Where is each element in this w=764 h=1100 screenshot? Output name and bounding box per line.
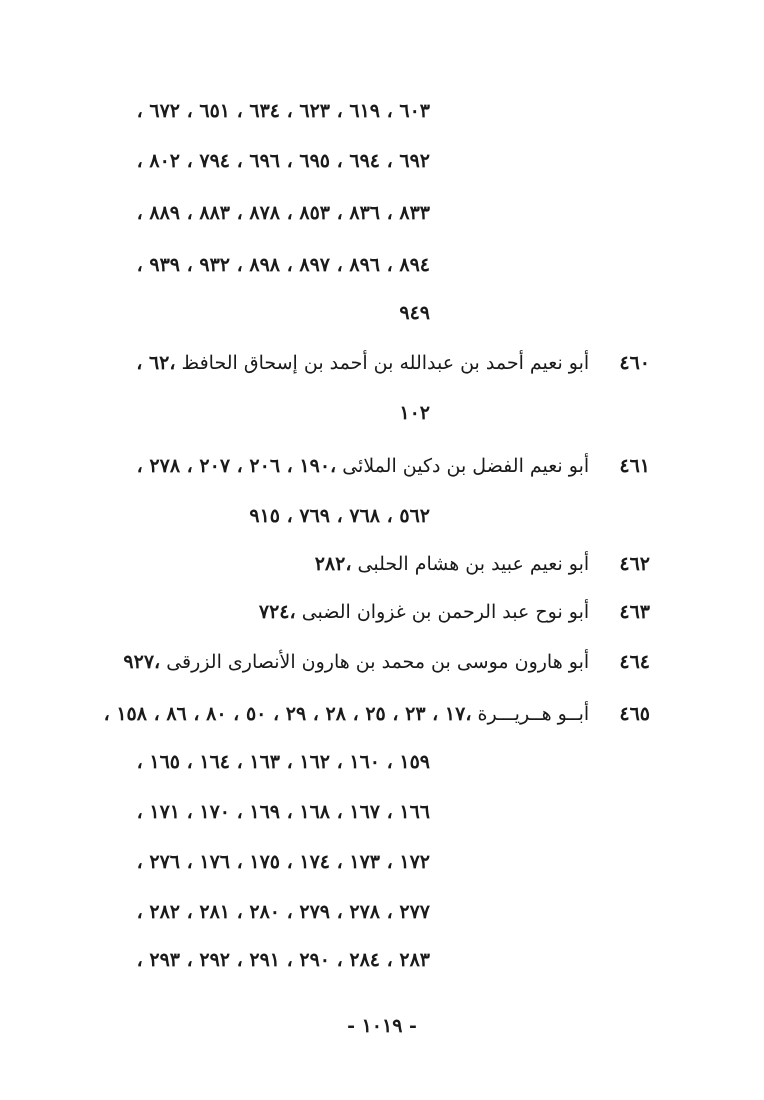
reference-line: ١٥٩ ، ١٦٠ ، ١٦٢ ، ١٦٣ ، ١٦٤ ، ١٦٥ ، <box>136 751 430 773</box>
entry-refs: ،١٩٠ ، ٢٠٦ ، ٢٠٧ ، ٢٧٨ ، <box>136 455 337 477</box>
index-entry <box>259 599 650 625</box>
reference-line: ٦٠٣ ، ٦١٩ ، ٦٢٣ ، ٦٣٤ ، ٦٥١ ، ٦٧٢ ، <box>136 100 430 122</box>
entry-refs: ،٦٢ ، <box>136 352 176 374</box>
entry-name: أبو نعيم عبيد بن هشام الحلبى <box>357 553 590 575</box>
entry-name: أبــو هــريـــرة <box>477 703 590 725</box>
entry-continuation: ١٠٢ <box>399 402 430 424</box>
reference-line: ١٦٦ ، ١٦٧ ، ١٦٨ ، ١٦٩ ، ١٧٠ ، ١٧١ ، <box>136 801 430 823</box>
entry-number: ٤٦١ <box>619 455 650 477</box>
entry-refs: ،٩٢٧ <box>123 651 161 673</box>
reference-line: ٢٨٣ ، ٢٨٤ ، ٢٩٠ ، ٢٩١ ، ٢٩٢ ، ٢٩٣ ، <box>136 949 430 971</box>
entry-number: ٤٦٢ <box>619 553 650 575</box>
entry-continuation: ٥٦٢ ، ٧٦٨ ، ٧٦٩ ، ٩١٥ <box>249 505 430 527</box>
entry-number: ٤٦٠ <box>619 352 650 374</box>
entry-refs: ،١٧ ، ٢٣ ، ٢٥ ، ٢٨ ، ٢٩ ، ٥٠ ، ٨٠ ، ٨٦ ، ١٥٨ ، <box>103 703 472 725</box>
entry-refs: ،٢٨٢ <box>314 553 352 575</box>
index-entry <box>136 350 650 376</box>
index-entry <box>315 551 650 577</box>
reference-line: ٦٩٢ ، ٦٩٤ ، ٦٩٥ ، ٦٩٦ ، ٧٩٤ ، ٨٠٢ ، <box>136 150 430 172</box>
reference-line: ٢٧٧ ، ٢٧٨ ، ٢٧٩ ، ٢٨٠ ، ٢٨١ ، ٢٨٢ ، <box>136 901 430 923</box>
entry-name: أبو نعيم أحمد بن عبدالله بن أحمد بن إسحاق الحافظ <box>181 352 590 374</box>
entry-name: أبو هارون موسى بن محمد بن هارون الأنصارى الزرقى <box>166 651 590 673</box>
entry-refs: ،٧٢٤ <box>258 601 296 623</box>
reference-line: ٩٤٩ <box>399 302 430 324</box>
reference-line: ١٧٢ ، ١٧٣ ، ١٧٤ ، ١٧٥ ، ١٧٦ ، ٢٧٦ ، <box>136 851 430 873</box>
entry-number: ٤٦٣ <box>619 601 650 623</box>
entry-number: ٤٦٥ <box>619 703 650 725</box>
index-entry <box>104 701 650 727</box>
reference-line: ٨٣٣ ، ٨٣٦ ، ٨٥٣ ، ٨٧٨ ، ٨٨٣ ، ٨٨٩ ، <box>136 202 430 224</box>
entry-name: أبو نوح عبد الرحمن بن غزوان الضبى <box>301 601 590 623</box>
index-entry <box>137 453 650 479</box>
entry-number: ٤٦٤ <box>619 651 650 673</box>
page-number: - ١٠١٩ - <box>347 1015 417 1037</box>
index-entry <box>123 649 650 675</box>
reference-line: ٨٩٤ ، ٨٩٦ ، ٨٩٧ ، ٨٩٨ ، ٩٣٢ ، ٩٣٩ ، <box>136 254 430 276</box>
entry-name: أبو نعيم الفضل بن دكين الملائى <box>342 455 590 477</box>
